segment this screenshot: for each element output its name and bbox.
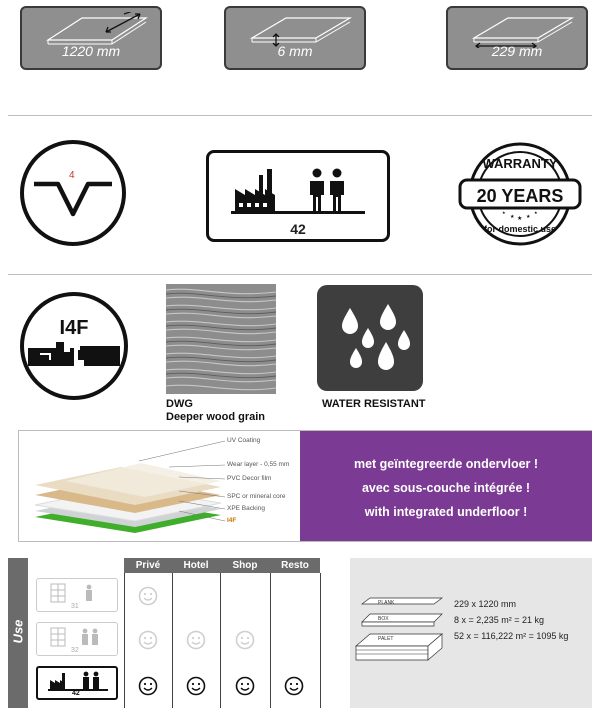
col-shop: Shop: [220, 558, 270, 573]
dwg-title: DWG: [166, 398, 193, 410]
svg-text:20 YEARS: 20 YEARS: [476, 186, 564, 206]
layer-banner: [18, 430, 592, 542]
building-people-icon: [49, 626, 109, 648]
svg-text:★: ★: [510, 214, 515, 220]
plank-tag: PLANK: [378, 600, 395, 606]
dwg-caption: [166, 398, 265, 424]
dwg-subtitle: Deeper wood grain: [166, 411, 266, 423]
usage-class-32: 32: [71, 647, 79, 654]
smiley-icon: [186, 676, 206, 696]
packaging-panel: [350, 558, 592, 708]
col-hotel: Hotel: [172, 558, 220, 573]
divider-2: [8, 274, 592, 275]
usage-class-31: 31: [71, 603, 79, 610]
plank-spec: 229 x 1220 mm: [454, 599, 517, 609]
use-label-strip: [8, 558, 28, 708]
v-groove-icon: [18, 138, 128, 248]
usage-class-42: 42: [72, 690, 80, 697]
svg-text:★: ★: [502, 210, 506, 215]
width-dimension-box: [446, 6, 588, 70]
smiley-icon: [138, 630, 158, 650]
width-value: 229 mm: [491, 43, 543, 59]
col-resto: Resto: [270, 558, 320, 573]
factory-people-small-icon: [46, 670, 112, 692]
layer-diagram: [19, 431, 300, 541]
smiley-icon: [138, 586, 158, 606]
warranty-seal-icon: [458, 142, 582, 246]
col-divider: [320, 573, 321, 708]
box-tag: BOX: [378, 616, 389, 622]
house-person-icon: [49, 582, 109, 604]
length-dimension-box: [20, 6, 162, 70]
col-divider: [124, 573, 125, 708]
deep-wood-grain-texture: [166, 284, 276, 394]
underfloor-nl: met geïntegreerde ondervloer !: [353, 457, 539, 471]
use-label: Use: [10, 619, 26, 644]
svg-text:★: ★: [526, 214, 531, 220]
usage-class-42-card: [36, 666, 118, 700]
factory-people-icon: [229, 159, 369, 219]
usage-class-number: 42: [290, 221, 306, 237]
col-divider: [270, 573, 271, 708]
packaging-stack-icon: [350, 588, 450, 678]
label-leader-lines: [79, 437, 229, 527]
smiley-icon: [284, 676, 304, 696]
water-drops-icon: [316, 284, 424, 392]
thickness-value: 6 mm: [277, 43, 313, 59]
i4f-label: I4F: [59, 317, 89, 339]
svg-text:★: ★: [517, 216, 523, 222]
divider-1: [8, 115, 592, 116]
i4f-click-icon: [18, 290, 130, 402]
smiley-icon: [138, 676, 158, 696]
label-i4f: I4F: [227, 517, 237, 524]
palet-spec: 52 x = 116,222 m² = 1095 kg: [454, 631, 569, 641]
usage-class-32-card: [36, 622, 118, 656]
palet-tag: PALET: [378, 636, 394, 642]
smiley-icon: [186, 630, 206, 650]
v-groove-number: 4: [69, 170, 75, 181]
label-core: SPC or mineral core: [227, 493, 286, 500]
svg-text:★: ★: [534, 210, 538, 215]
underfloor-fr: avec sous-couche intégrée !: [361, 481, 531, 495]
length-value: 1220 mm: [61, 43, 121, 59]
label-wear: Wear layer - 0,55 mm: [227, 461, 290, 468]
svg-text:for domestic use: for domestic use: [483, 224, 557, 234]
underfloor-en: with integrated underfloor !: [364, 505, 528, 519]
smiley-icon: [235, 676, 255, 696]
label-uv: UV Coating: [227, 437, 261, 444]
underfloor-panel: [300, 431, 592, 541]
usage-class-31-card: [36, 578, 118, 612]
svg-text:WARRANTY: WARRANTY: [482, 156, 558, 171]
smiley-icon: [235, 630, 255, 650]
col-divider: [220, 573, 221, 708]
col-divider: [172, 573, 173, 708]
label-backing: XPE Backing: [227, 505, 265, 512]
water-resistant-caption: WATER RESISTANT: [322, 398, 426, 410]
col-prive: Privé: [124, 558, 172, 573]
box-spec: 8 x = 2,235 m² = 21 kg: [454, 615, 545, 625]
label-decor: PVC Decor film: [227, 475, 272, 482]
thickness-dimension-box: [224, 6, 366, 70]
usage-class-box: [206, 150, 390, 242]
